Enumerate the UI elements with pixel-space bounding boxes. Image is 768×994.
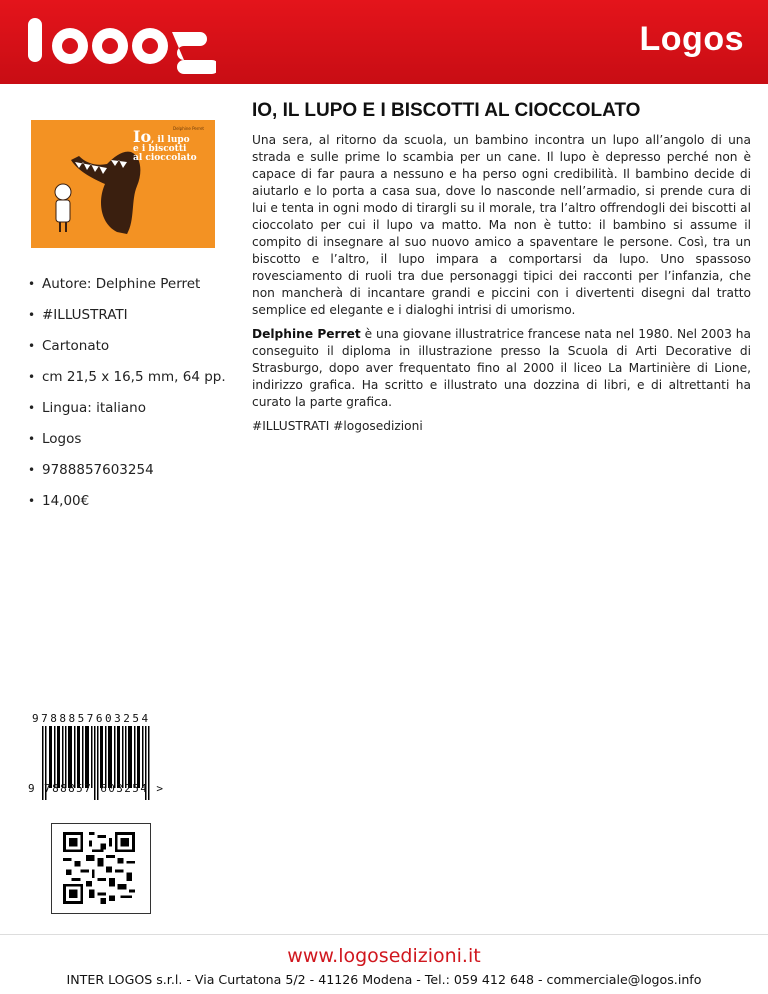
author-bio: Delphine Perret è una giovane illustratrice francese nata nel 1980. Nel 2003 ha conseguito il diploma in illustrazione presso la Scuola di Arti Decorative di Strasburgo, dopo aver frequentato fino al 2000 il liceo La Martinière di Lione, indirizzo grafica. Ha scritto e illustrato una dozzina di libri, e di altrettanti ha curato la parte grafica. bbox=[252, 327, 751, 409]
book-description-block bbox=[252, 132, 751, 442]
detail-isbn: • 9788857603254 bbox=[28, 458, 228, 482]
detail-language: • Lingua: italiano bbox=[28, 396, 228, 420]
barcode-digits-top: 9788857603254 bbox=[32, 712, 151, 725]
qr-code-frame bbox=[51, 823, 151, 914]
detail-binding: • Cartonato bbox=[28, 334, 228, 358]
book-details-list bbox=[28, 272, 228, 520]
brand-name: Logos bbox=[639, 20, 744, 58]
cover-author: Delphine Perret bbox=[173, 126, 204, 131]
qr-code bbox=[63, 832, 135, 904]
barcode-digits-bottom: 9 788857 603254 > bbox=[28, 782, 165, 795]
book-title: IO, IL LUPO E I BISCOTTI AL CIOCCOLATO bbox=[252, 100, 641, 121]
logos-logo bbox=[26, 14, 216, 74]
author-bio-name: Delphine Perret bbox=[252, 327, 361, 341]
detail-publisher: • Logos bbox=[28, 427, 228, 451]
company-address: INTER LOGOS s.r.l. - Via Curtatona 5/2 - 41126 Modena - Tel.: 059 412 648 - commerciale@logos.info bbox=[66, 972, 702, 987]
detail-author: • Autore: Delphine Perret bbox=[28, 272, 228, 296]
detail-category: • #ILLUSTRATI bbox=[28, 303, 228, 327]
header-bar bbox=[0, 0, 768, 84]
detail-price: • 14,00€ bbox=[28, 489, 228, 513]
detail-format: • cm 21,5 x 16,5 mm, 64 pp. bbox=[28, 365, 228, 389]
book-cover-image bbox=[31, 120, 215, 248]
book-description: Una sera, al ritorno da scuola, un bambino incontra un lupo all’angolo di una strada e sulle prime lo scambia per un cane. Il lupo è depresso perché non è capace di far paura a nessuno e ha perso ogni credibilità. Il bambino decide di aiutarlo e lo porta a casa sua, dove lo nasconde nell’armadio, si prende cura di lui e tenta in ogni modo di tirargli su il morale, tra l’altro offrendogli dei biscotti al cioccolato per cui il lupo va matto. Ma non è tutto: il bambino si assume il compito di insegnare al suo nuovo amico a spaventare le persone. Così, tra un biscotto e l’altro, il lupo impara a comportarsi da lupo. Uno spassoso rovesciamento di ruoli tra due personaggi tipici dei racconti per l’infanzia, che non mancherà di incantare grandi e piccini con i divertenti disegni dal tratto semplice ed elegante e i dialoghi intrisi di umorismo. bbox=[252, 133, 751, 317]
cover-title: Io, il lupo e i biscotti al cioccolato bbox=[133, 127, 197, 163]
website-link[interactable]: www.logosedizioni.it bbox=[287, 945, 481, 967]
footer-divider bbox=[0, 934, 768, 935]
book-tags: #ILLUSTRATI #logosedizioni bbox=[252, 419, 423, 433]
